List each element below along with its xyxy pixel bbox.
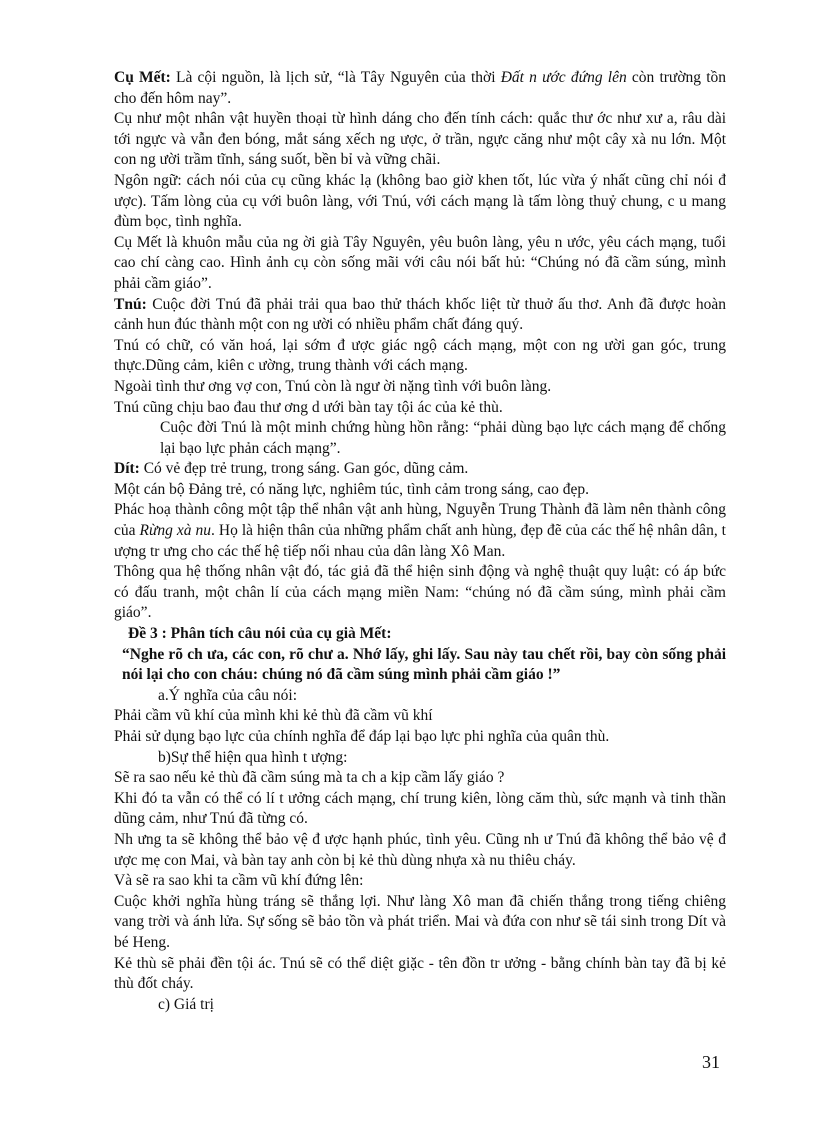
paragraph: Ngôn ngữ: cách nói của cụ cũng khác lạ (không bao giờ khen tốt, lúc vừa ý nhất cũng chỉ nói đ ược). Tấm lòng của cụ với buôn làng, với Tnú, với cách mạng là tấm lòng thuỷ chung, c u mang đùm bọc, tình nghĩa. xyxy=(114,171,726,231)
paragraph: Cuộc khởi nghĩa hùng tráng sẽ thắng lợi. Như làng Xô man đã chiến thắng trong tiếng chiêng vang trời và ánh lửa. Sự sống sẽ bảo tồn và phát triển. Mai và đứa con như sẽ tái sinh trong Dít và bé Heng. xyxy=(114,892,726,951)
document-body xyxy=(114,68,726,1015)
book-title: Đất n ước đứng lên xyxy=(500,69,627,86)
paragraph: Nh ưng ta sẽ không thể bảo vệ đ ược hạnh phúc, tình yêu. Cũng nh ư Tnú đã không thể bảo vệ đ ược mẹ con Mai, và bàn tay anh còn bị kẻ thù dùng nhựa xà nu thiêu cháy. xyxy=(114,830,726,869)
paragraph-cu-met: Cụ Mết: Là cội nguồn, là lịch sử, “là Tây Nguyên của thời Đất n ước đứng lên còn trường tồn cho đến hôm nay”. xyxy=(114,69,727,107)
book-title: Rừng xà nu xyxy=(139,522,212,540)
quote: “Nghe rõ ch ưa, các con, rõ chư a. Nhớ lấy, ghi lấy. Sau này tau chết rồi, bay còn sống phải nói lại cho con cháu: chúng nó đã cầm súng mình phải cầm giáo !” xyxy=(122,645,726,684)
paragraph: Phải sử dụng bạo lực của chính nghĩa để đáp lại bạo lực phi nghĩa của quân thù. xyxy=(114,728,610,745)
paragraph: Ngoài tình thư ơng vợ con, Tnú còn là ngư ời nặng tình với buôn làng. xyxy=(114,377,552,395)
paragraph-tnu: Tnú: Cuộc đời Tnú đã phải trải qua bao thử thách khốc liệt từ thuở ấu thơ. Anh đã được hoàn cảnh hun đúc thành một con ng ười có nhiều phẩm chất đáng quý. xyxy=(114,295,726,334)
paragraph-dit: Dít: Có vẻ đẹp trẻ trung, trong sáng. Gan góc, dũng cảm. xyxy=(114,460,469,478)
label-dit: Dít: xyxy=(114,460,140,478)
paragraph: Tnú có chữ, có văn hoá, lại sớm đ ược giác ngộ cách mạng, một con ng ười gan góc, trung thực.Dũng cảm, kiên c ường, trung thành với cách mạng. xyxy=(114,336,726,375)
paragraph: Phải cầm vũ khí của mình khi kẻ thù đã cầm vũ khí xyxy=(114,707,433,725)
paragraph: Tnú cũng chịu bao đau thư ơng d ưới bàn tay tội ác của kẻ thù. xyxy=(114,398,503,416)
label-tnu: Tnú: xyxy=(114,295,147,313)
paragraph: Sẽ ra sao nếu kẻ thù đã cầm súng mà ta ch a kịp cầm lấy giáo ? xyxy=(114,769,505,787)
paragraph: Cuộc đời Tnú là một minh chứng hùng hồn rằng: “phải dùng bạo lực cách mạng để chống lại bạo lực phản cách mạng”. xyxy=(160,419,726,457)
paragraph: Thông qua hệ thống nhân vật đó, tác giả đã thể hiện sinh động và nghệ thuật quy luật: có áp bức có đấu tranh, một chân lí của cách mạng miền Nam: “chúng nó đã cầm súng, mình phải cầm giáo”. xyxy=(114,563,726,622)
paragraph: Và sẽ ra sao khi ta cầm vũ khí đứng lên: xyxy=(114,872,364,890)
section-heading: Đề 3 : Phân tích câu nói của cụ già Mết: xyxy=(128,625,392,643)
paragraph: Cụ như một nhân vật huyền thoại từ hình dáng cho đến tính cách: quắc thư ớc như xư a, râu dài tới ngực và vẫn đen bóng, mắt sáng xếch ng ược, ở trần, ngực căng như một cây xà nu lớn. Một con ng ười trầm tĩnh, sáng suốt, bền bỉ và vững chãi. xyxy=(114,110,726,169)
subheading-a: a.Ý nghĩa của câu nói: xyxy=(158,686,298,704)
paragraph: Khi đó ta vẫn có thể có lí t ưởng cách mạng, chí trung kiên, lòng căm thù, sức mạnh và tinh thần dũng cảm, như Tnú đã từng có. xyxy=(114,789,726,828)
label-cu-met: Cụ Mết: xyxy=(114,69,171,86)
paragraph: Phác hoạ thành công một tập thể nhân vật anh hùng, Nguyễn Trung Thành đã làm nên thành công của Rừng xà nu. Họ là hiện thân của những phẩm chất anh hùng, đẹp đẽ của các thế hệ nhân dân, t ượng tr ưng cho các thế hệ tiếp nối nhau của dân làng Xô Man. xyxy=(114,501,726,560)
paragraph: Cụ Mết là khuôn mẫu của ng ời già Tây Nguyên, yêu buôn làng, yêu n ước, yêu cách mạng, tuổi cao chí càng cao. Hình ảnh cụ còn sống mãi với câu nói bất hủ: “Chúng nó đã cầm súng, mình phải cầm giáo”. xyxy=(114,233,726,292)
subheading-b: b)Sự thể hiện qua hình t ượng: xyxy=(158,748,348,766)
subheading-c: c) Giá trị xyxy=(158,995,214,1013)
page-number: 31 xyxy=(702,1052,720,1072)
paragraph: Kẻ thù sẽ phải đền tội ác. Tnú sẽ có thể diệt giặc - tên đồn tr ưởng - bằng chính bàn tay đã bị kẻ thù đốt cháy. xyxy=(114,954,726,993)
paragraph: Một cán bộ Đảng trẻ, có năng lực, nghiêm túc, tình cảm trong sáng, cao đẹp. xyxy=(114,480,589,498)
